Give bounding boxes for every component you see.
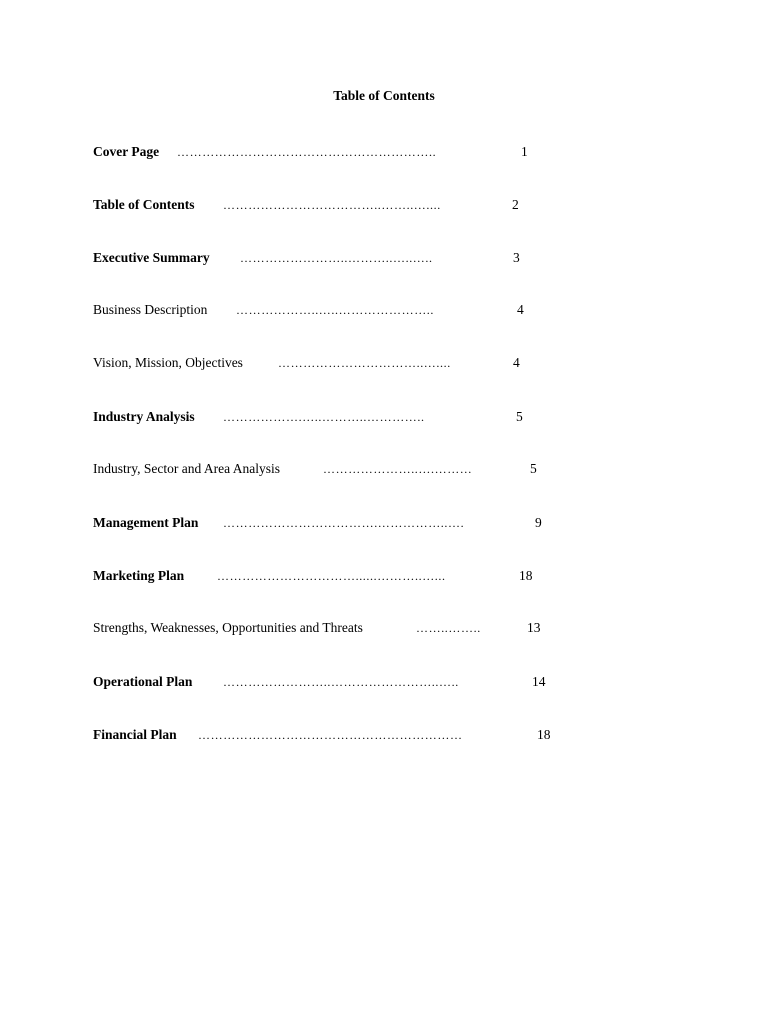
toc-entry-label: Vision, Mission, Objectives	[93, 355, 243, 370]
toc-entry-leader: ……………………………………………………..	[177, 145, 437, 159]
toc-entry-vision-mission-objectives	[93, 353, 520, 373]
toc-entry-page-number: 9	[535, 515, 542, 530]
toc-entry-leader: …………………..….………	[323, 462, 473, 476]
toc-entry-page-number: 14	[532, 674, 546, 689]
toc-entry-page-number: 13	[527, 620, 541, 635]
toc-entry-label: Financial Plan	[93, 727, 177, 742]
toc-entry-label: Marketing Plan	[93, 568, 185, 583]
toc-title: Table of Contents	[333, 88, 435, 103]
toc-entry-page-number: 5	[516, 409, 523, 424]
toc-entry-industry-sector-area-analysis	[93, 459, 537, 479]
toc-entry-page-number: 18	[537, 727, 551, 742]
toc-entry-executive-summary	[93, 248, 520, 268]
toc-entry-label: Strengths, Weaknesses, Opportunities and Threats	[93, 620, 363, 635]
toc-entry-label: Cover Page	[93, 144, 160, 159]
toc-entry-label: Management Plan	[93, 515, 199, 530]
toc-entry-leader: ……………………………..…....	[278, 356, 451, 370]
toc-entry-swot	[93, 618, 541, 638]
toc-entry-label: Business Description	[93, 302, 208, 317]
toc-entry-label: Industry, Sector and Area Analysis	[93, 461, 280, 476]
toc-entry-leader: ……..……..	[416, 621, 481, 635]
toc-entry-page-number: 2	[512, 197, 519, 212]
toc-entry-financial-plan	[93, 725, 551, 745]
toc-entry-page-number: 4	[513, 355, 520, 370]
toc-entry-label: Operational Plan	[93, 674, 193, 689]
toc-entry-business-description	[93, 300, 524, 320]
toc-entry-cover-page	[93, 142, 528, 162]
toc-entry-label: Table of Contents	[93, 197, 195, 212]
toc-entry-leader: ……………………..……………………..…..	[223, 675, 459, 689]
toc-entry-leader: ……………………………….……………..….	[223, 516, 465, 530]
toc-entry-label: Executive Summary	[93, 250, 210, 265]
toc-entry-table-of-contents	[93, 195, 519, 215]
toc-entry-leader: ………………………………………………………	[198, 728, 463, 742]
toc-entry-page-number: 1	[521, 144, 528, 159]
toc-entry-page-number: 4	[517, 302, 524, 317]
toc-entry-leader: ………………..…..…………………..	[236, 303, 434, 317]
toc-entry-page-number: 18	[519, 568, 533, 583]
toc-entry-marketing-plan	[93, 566, 533, 586]
toc-entry-leader: ……………………………......………..…...	[217, 569, 446, 583]
toc-entry-operational-plan	[93, 672, 546, 692]
toc-entry-page-number: 5	[530, 461, 537, 476]
toc-entry-leader: ……………….…..………..…………..	[223, 410, 425, 424]
toc-entry-management-plan	[93, 513, 542, 533]
toc-entry-leader: ………………………………..……..…....	[223, 198, 441, 212]
toc-entry-page-number: 3	[513, 250, 520, 265]
toc-entry-industry-analysis	[93, 407, 523, 427]
toc-entry-label: Industry Analysis	[93, 409, 195, 424]
toc-entry-leader: ……………………..………..…..…..	[240, 251, 433, 265]
